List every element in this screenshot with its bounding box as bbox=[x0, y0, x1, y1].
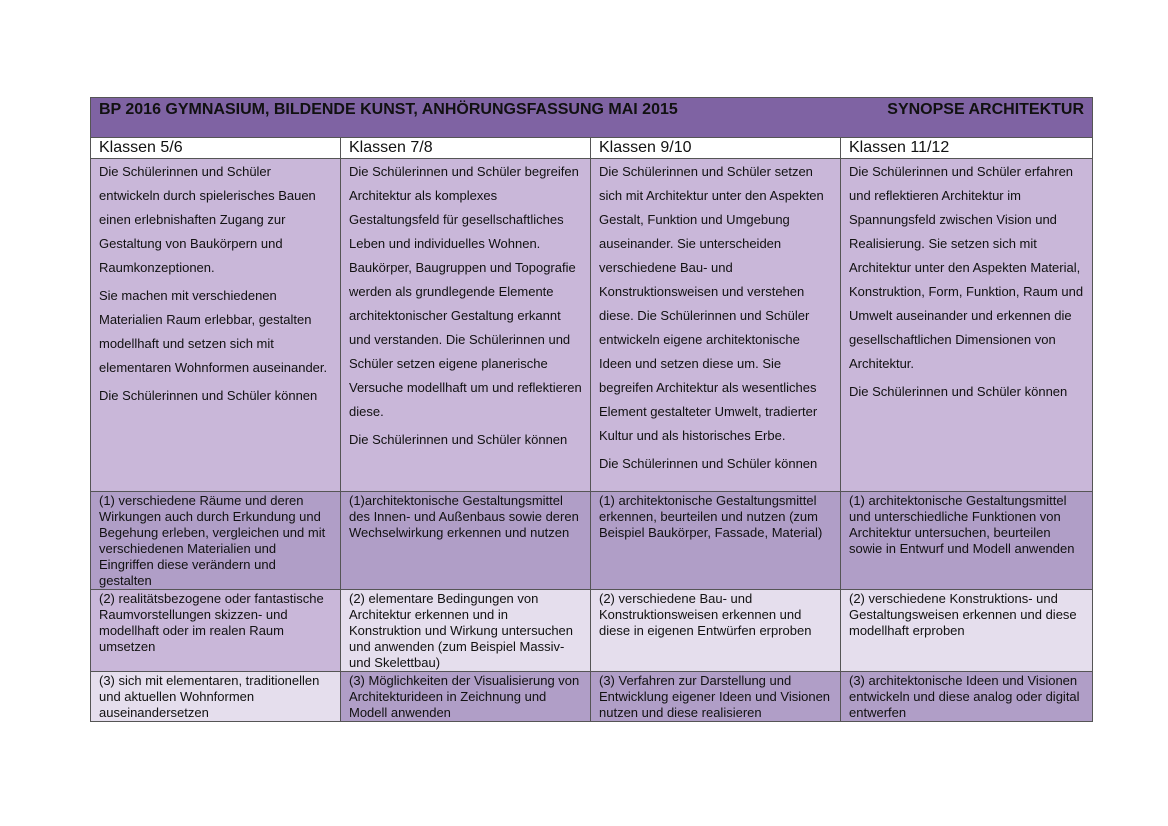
intro-paragraph: Die Schülerinnen und Schüler entwickeln durch spielerisches Bauen einen erlebnishaften Zugang zur Gestaltung von Baukörpern und Raumkonzeptionen. bbox=[99, 164, 316, 275]
competency-cell: (3) architektonische Ideen und Visionen entwickeln und diese analog oder digital entwerfen bbox=[841, 672, 1093, 722]
intro-paragraph: Die Schülerinnen und Schüler erfahren und reflektieren Architektur im Spannungsfeld zwischen Vision und Realisierung. Sie setzen sich mit Architektur unter den Aspekten Material, Konstruktion, Form, Funktion, Raum und Umwelt auseinander und erkennen die gesellschaftlichen Dimensionen von Architektur. bbox=[849, 164, 1084, 371]
grade-header-row bbox=[91, 138, 1093, 159]
intro-paragraph: Die Schülerinnen und Schüler können bbox=[599, 456, 818, 471]
intro-paragraph: Die Schülerinnen und Schüler begreifen Architektur als komplexes Gestaltungsfeld für gesellschaftliches Leben und individuelles Wohnen. Baukörper, Baugruppen und Topografie werden als grundlegende Elemente architektonischer Gestaltung erkannt und verstanden. Die Schülerinnen und Schüler setzen eigene planerische Versuche modellhaft um und reflektieren diese. bbox=[349, 164, 582, 419]
competency-cell: (3) Verfahren zur Darstellung und Entwicklung eigener Ideen und Visionen nutzen und diese realisieren bbox=[591, 672, 841, 722]
competency-cell: (3) Möglichkeiten der Visualisierung von Architekturideen in Zeichnung und Modell anwenden bbox=[341, 672, 591, 722]
synopsis-page bbox=[90, 97, 1092, 722]
grade-heading: Klassen 11/12 bbox=[841, 138, 1093, 159]
intro-paragraph: Sie machen mit verschiedenen Materialien Raum erlebbar, gestalten modellhaft und setzen sich mit elementaren Wohnformen auseinander. bbox=[99, 288, 328, 375]
competency-cell: (1)architektonische Gestaltungsmittel des Innen- und Außenbaus sowie deren Wechselwirkung erkennen und nutzen bbox=[341, 492, 591, 590]
competency-row-1 bbox=[91, 492, 1093, 590]
title-row bbox=[91, 98, 1093, 138]
grade-heading: Klassen 5/6 bbox=[91, 138, 341, 159]
grade-heading: Klassen 9/10 bbox=[591, 138, 841, 159]
document-title: BP 2016 GYMNASIUM, BILDENDE KUNST, ANHÖRUNGSFASSUNG MAI 2015 bbox=[99, 101, 678, 118]
competency-cell: (2) realitätsbezogene oder fantastische Raumvorstellungen skizzen- und modellhaft oder im realen Raum umsetzen bbox=[91, 590, 341, 672]
intro-paragraph: Die Schülerinnen und Schüler können bbox=[849, 384, 1068, 399]
document-subtitle: SYNOPSE ARCHITEKTUR bbox=[887, 101, 1085, 118]
competency-cell: (1) architektonische Gestaltungsmittel und unterschiedliche Funktionen von Architektur untersuchen, beurteilen sowie in Entwurf und Modell anwenden bbox=[841, 492, 1093, 590]
intro-paragraph: Die Schülerinnen und Schüler setzen sich mit Architektur unter den Aspekten Gestalt, Funktion und Umgebung auseinander. Sie unterscheiden verschiedene Bau- und Konstruktionsweisen und verstehen diese. Die Schülerinnen und Schüler entwickeln eigene architektonische Ideen und setzen diese um. Sie begreifen Architektur als wesentliches Element gestalteter Umwelt, tradierter Kultur und als historisches Erbe. bbox=[599, 164, 824, 443]
intro-cell bbox=[91, 159, 341, 492]
intro-paragraph: Die Schülerinnen und Schüler können bbox=[349, 432, 568, 447]
competency-cell: (1) verschiedene Räume und deren Wirkungen auch durch Erkundung und Begehung erleben, vergleichen und mit verschiedenen Materialien und Eingriffen diese verändern und gestalten bbox=[91, 492, 341, 590]
intro-cell bbox=[591, 159, 841, 492]
competency-cell: (1) architektonische Gestaltungsmittel erkennen, beurteilen und nutzen (zum Beispiel Baukörper, Fassade, Material) bbox=[591, 492, 841, 590]
intro-cell bbox=[841, 159, 1093, 492]
intro-cell bbox=[341, 159, 591, 492]
competency-cell: (2) verschiedene Konstruktions- und Gestaltungsweisen erkennen und diese modellhaft erproben bbox=[841, 590, 1093, 672]
competency-row-2 bbox=[91, 590, 1093, 672]
competency-cell: (2) elementare Bedingungen von Architektur erkennen und in Konstruktion und Wirkung untersuchen und anwenden (zum Beispiel Massiv- und Skelettbau) bbox=[341, 590, 591, 672]
competency-row-3 bbox=[91, 672, 1093, 722]
competency-cell: (2) verschiedene Bau- und Konstruktionsweisen erkennen und diese in eigenen Entwürfen erproben bbox=[591, 590, 841, 672]
intro-paragraph: Die Schülerinnen und Schüler können bbox=[99, 388, 318, 403]
synopsis-table bbox=[90, 97, 1093, 722]
competency-cell: (3) sich mit elementaren, traditionellen und aktuellen Wohnformen auseinandersetzen bbox=[91, 672, 341, 722]
intro-row bbox=[91, 159, 1093, 492]
grade-heading: Klassen 7/8 bbox=[341, 138, 591, 159]
